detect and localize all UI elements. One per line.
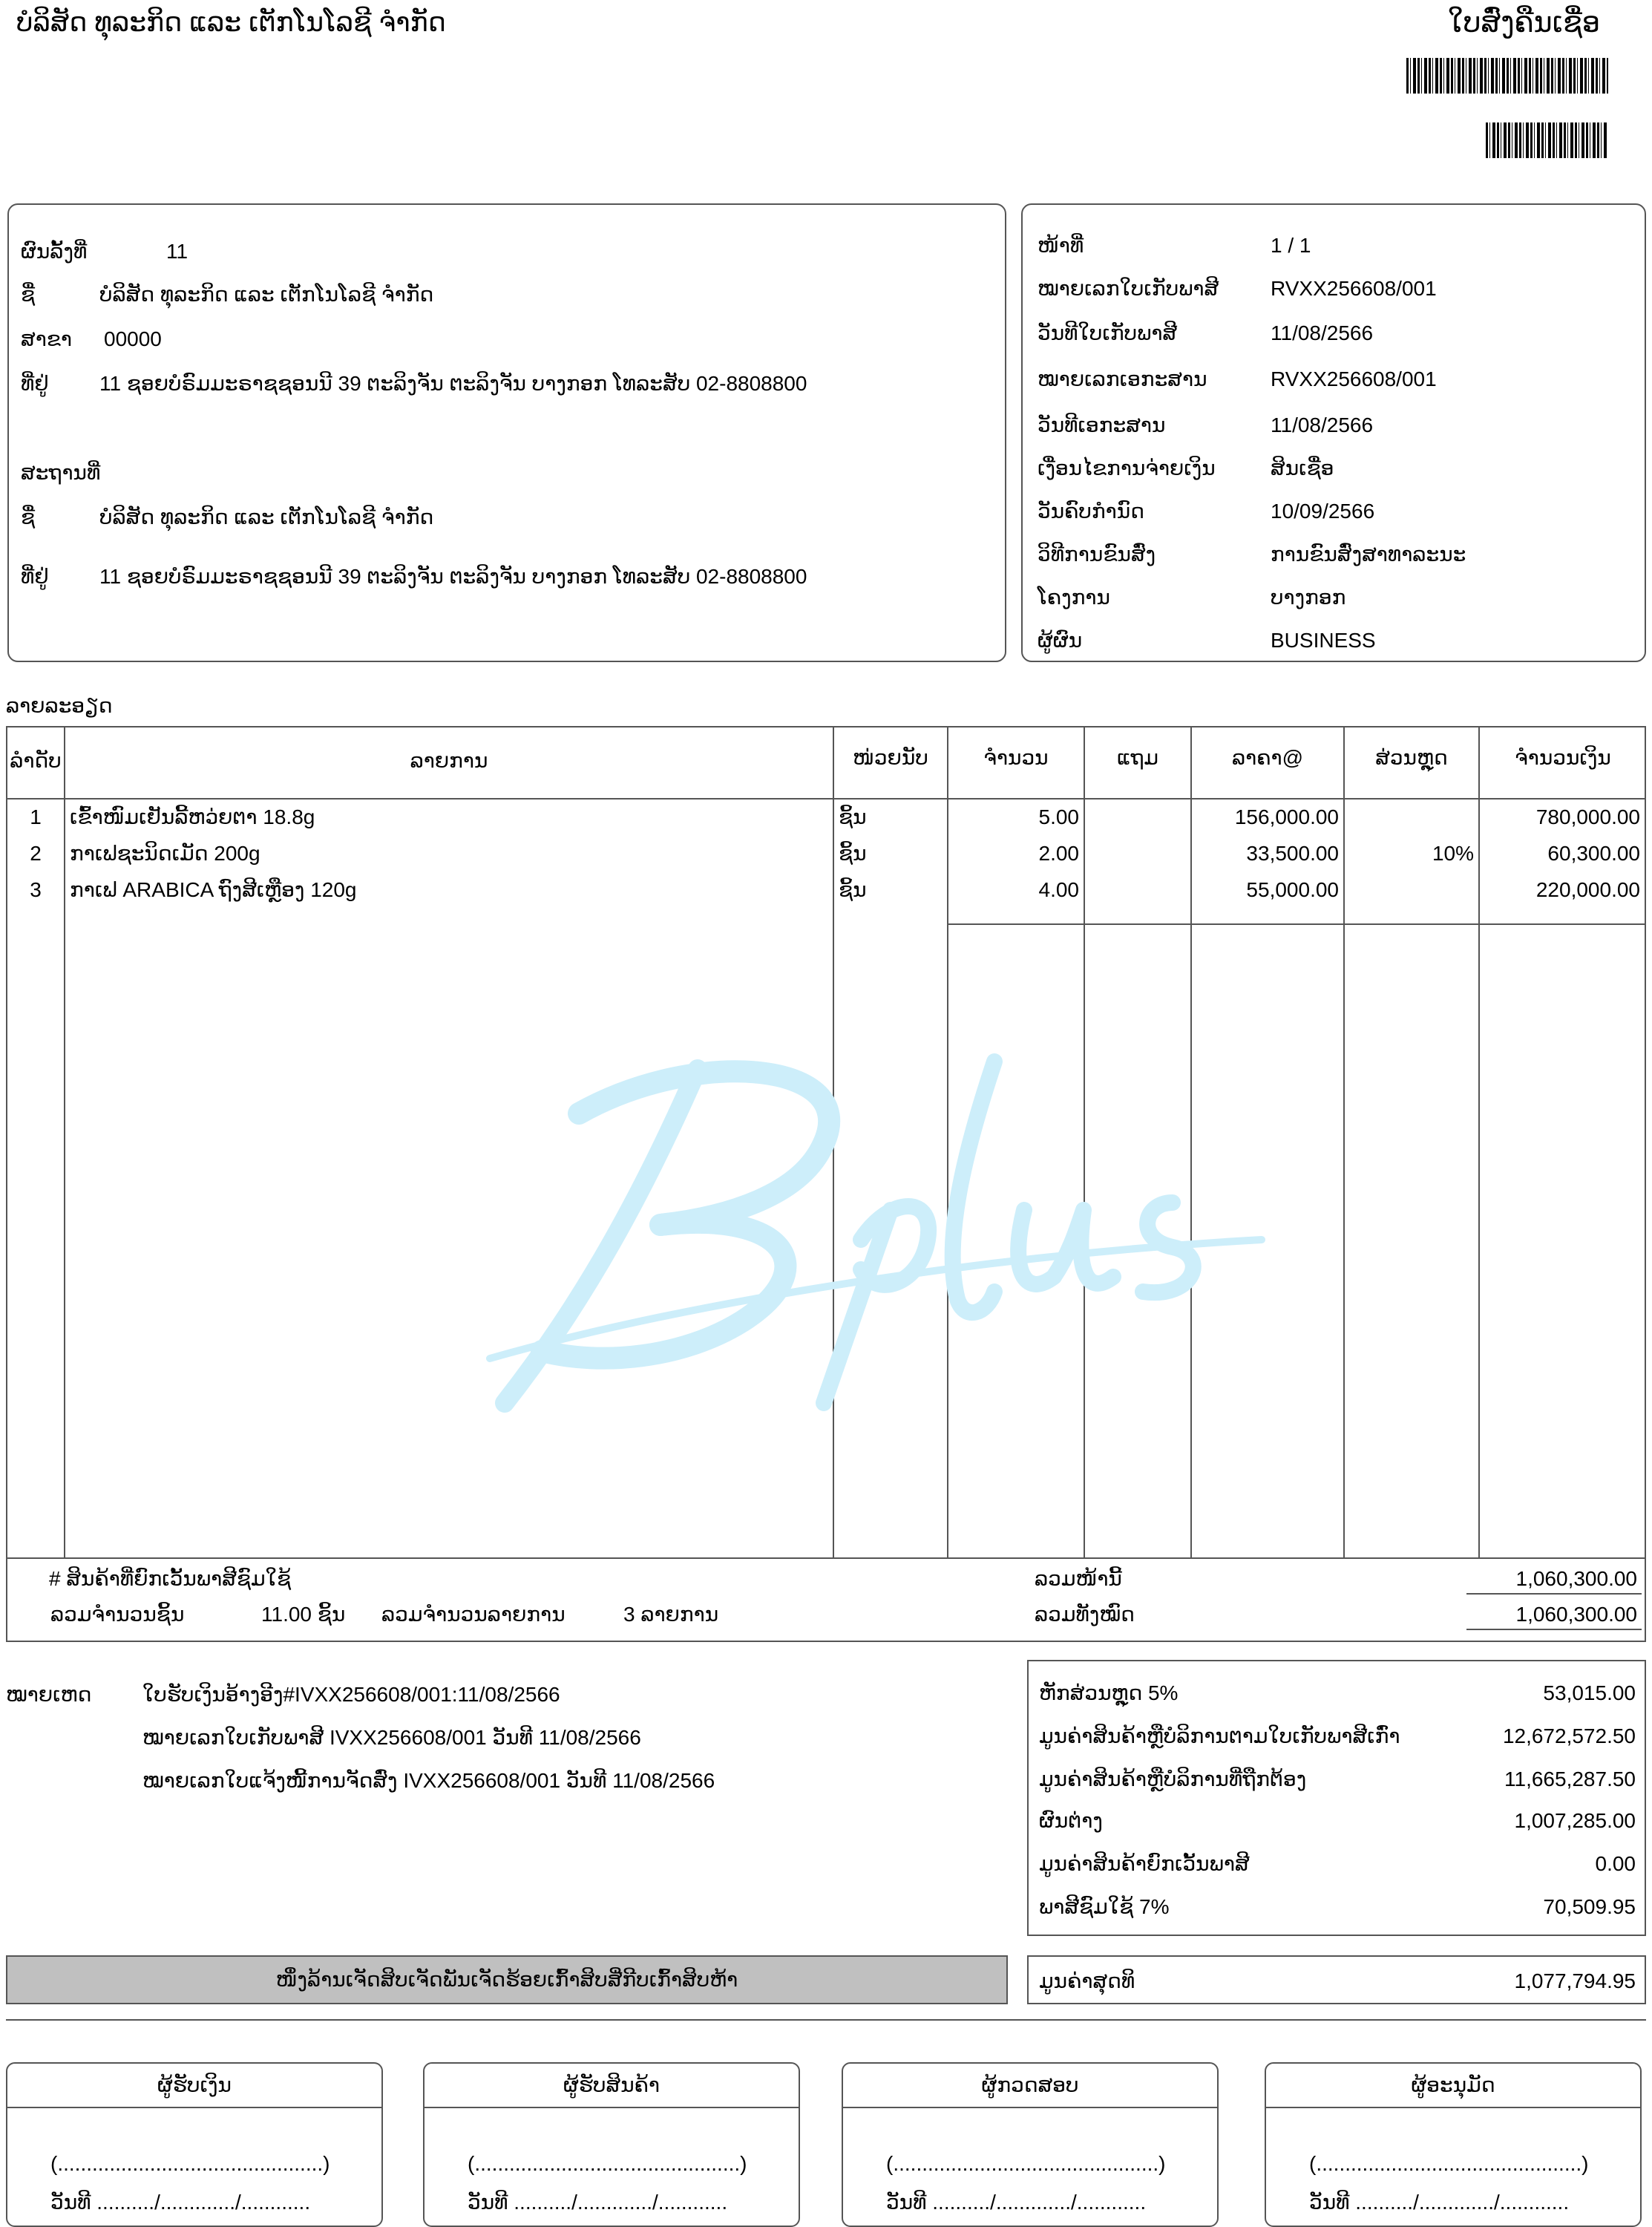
cell-amount: 780,000.00 <box>1535 805 1640 828</box>
grand-total-label: ລວມທັງໝົດ <box>1035 1603 1135 1626</box>
customer-name-value: ບໍລິສັດ ທຸລະກິດ ແລະ ເຕັກໂນໂລຊີ ຈຳກັດ <box>99 283 434 306</box>
barcode-top <box>1406 58 1608 94</box>
totals-box <box>1027 1660 1646 1936</box>
cell-unit: ຊິ້ນ <box>839 842 867 865</box>
amount-in-words-box <box>6 1955 1008 2004</box>
customer-branch-label: ສາຂາ <box>21 327 73 350</box>
column-header-qty: ຈຳນວນ <box>983 746 1049 769</box>
signature-line: (..............................................) <box>468 2152 747 2175</box>
total-qty-label: ລວມຈຳນວນຊິ້ນ <box>50 1603 185 1626</box>
doc-info-value: 1 / 1 <box>1271 234 1311 257</box>
column-header-free: ແຖມ <box>1116 746 1159 769</box>
company-name: ບໍລິສັດ ທຸລະກິດ ແລະ ເຕັກໂນໂລຊີ ຈຳກັດ <box>16 7 446 37</box>
cell-qty: 2.00 <box>1038 842 1079 865</box>
cell-item: ກາເຟຊະນິດເມັດ 200g <box>70 842 260 865</box>
cell-no: 1 <box>30 805 42 828</box>
signature-date: ວັນທີ ........../............./............ <box>50 2191 311 2214</box>
doc-info-value: ສິນເຊື່ອ <box>1271 457 1334 480</box>
customer-branch-value: 00000 <box>104 327 162 350</box>
signature-title: ຜູ້ຮັບເງິນ <box>7 2064 381 2108</box>
net-total-value: 1,077,794.95 <box>1514 1969 1636 1992</box>
cell-no: 3 <box>30 878 42 901</box>
table-header-divider <box>6 798 1646 799</box>
details-label: ລາຍລະອຽດ <box>6 694 113 717</box>
totals-value: 70,509.95 <box>1543 1895 1636 1918</box>
signature-date: ວັນທີ ........../............./............ <box>886 2191 1147 2214</box>
doc-info-label: ວັນທີເອກະສານ <box>1038 413 1166 436</box>
signature-title: ຜູ້ຮັບສິນຄ້າ <box>425 2064 799 2108</box>
bplus-watermark-logo <box>475 1017 1291 1433</box>
totals-label: ມູນຄ່າສິນຄ້າຍົກເວັ້ນພາສີ <box>1039 1852 1250 1875</box>
doc-info-value: 10/09/2566 <box>1271 500 1375 523</box>
totals-value: 0.00 <box>1595 1852 1636 1875</box>
net-total-box <box>1027 1955 1646 2004</box>
totals-value: 1,007,285.00 <box>1514 1809 1636 1832</box>
barcode-bottom <box>1486 122 1608 158</box>
doc-info-label: ຜູ້ຜົນ <box>1038 629 1083 652</box>
signature-line: (..............................................) <box>1309 2152 1589 2175</box>
doc-info-label: ໂຄງການ <box>1038 586 1110 609</box>
signature-line: (..............................................) <box>886 2152 1166 2175</box>
remark-line: ໝາຍເລກໃບແຈ້ງໜີ້ການຈັດສົ່ງ IVXX256608/001 ວັນທີ 11/08/2566 <box>142 1769 715 1792</box>
amount-in-words: ໜຶ່ງລ້ານເຈັດສິບເຈັດພັນເຈັດຮ້ອຍເກົ້າສິບສີ່ກີບເກົ້າສິບຫ້າ <box>275 1968 738 1991</box>
signature-box-inspector <box>842 2062 1219 2227</box>
grand-total-underline <box>1466 1629 1642 1630</box>
net-total-label: ມູນຄ່າສຸດທິ <box>1039 1969 1135 1992</box>
doc-info-value: BUSINESS <box>1271 629 1376 652</box>
totals-label: ມູນຄ່າສິນຄ້າຫຼືບໍລິການທີ່ຖືກຕ້ອງ <box>1039 1767 1307 1791</box>
column-divider <box>64 726 65 1559</box>
doc-info-label: ວັນຄົບກຳນົດ <box>1038 500 1144 523</box>
totals-label: ຜົນຕ່າງ <box>1039 1809 1103 1832</box>
column-header-no: ລຳດັບ <box>10 749 62 772</box>
ship-to-label: ສະຖານທີ່ <box>21 461 101 484</box>
remark-line: ໃບຮັບເງິນອ້າງອີງ#IVXX256608/001:11/08/2566 <box>142 1683 560 1706</box>
footer-divider <box>6 2019 1646 2021</box>
doc-info-label: ເງື່ອນໄຂການຈ່າຍເງິນ <box>1038 457 1216 480</box>
signature-title: ຜູ້ກວດສອບ <box>843 2064 1217 2108</box>
column-header-discount: ສ່ວນຫຼຸດ <box>1375 746 1448 769</box>
signature-box-receiver-goods <box>423 2062 800 2227</box>
signature-line: (..............................................) <box>50 2152 330 2175</box>
ship-address-label: ທີ່ຢູ່ <box>21 565 49 588</box>
customer-address-value: 11 ຊອຍບໍຣົມມະຣາຊຊອນນີ 39 ຕະລິງຈັນ ຕະລິງຈັນ ບາງກອກ ໂທລະສັບ 02-8808800 <box>99 372 807 395</box>
customer-box <box>7 203 1006 662</box>
doc-info-label: ໝາຍເລກໃບເກັບພາສີ <box>1038 277 1219 300</box>
grand-total-value: 1,060,300.00 <box>1515 1603 1637 1626</box>
cell-item: ເຂົ້າໜົມເຢັນລີ້ຫວ່ຍຕາ 18.8g <box>70 805 315 828</box>
doc-info-value: 11/08/2566 <box>1271 413 1374 436</box>
totals-label: ຫັກສ່ວນຫຼຸດ 5% <box>1039 1681 1179 1704</box>
column-header-unit: ໜ່ວຍນັບ <box>853 746 928 769</box>
table-row-divider <box>947 923 1646 925</box>
cell-qty: 4.00 <box>1038 878 1079 901</box>
signature-date: ວັນທີ ........../............./............ <box>468 2191 728 2214</box>
cell-price: 156,000.00 <box>1234 805 1339 828</box>
totals-value: 12,672,572.50 <box>1502 1724 1636 1747</box>
cell-unit: ຊິ້ນ <box>839 805 867 828</box>
doc-info-label: ວັນທີໃບເກັບພາສີ <box>1038 321 1178 344</box>
ship-name-label: ຊື່ <box>21 506 36 529</box>
customer-address-label: ທີ່ຢູ່ <box>21 372 49 395</box>
total-qty-value: 11.00 ຊິ້ນ <box>261 1603 346 1626</box>
document-info-box <box>1021 203 1646 662</box>
doc-info-label: ວິທີການຂົນສົ່ງ <box>1038 543 1156 566</box>
customer-code-value: 11 <box>166 240 189 263</box>
column-header-amount: ຈຳນວນເງິນ <box>1515 746 1611 769</box>
cell-amount: 220,000.00 <box>1535 878 1640 901</box>
remarks-label: ໝາຍເຫດ <box>6 1683 92 1706</box>
remark-line: ໝາຍເລກໃບເກັບພາສີ IVXX256608/001 ວັນທີ 11/08/2566 <box>142 1726 641 1749</box>
cell-price: 55,000.00 <box>1246 878 1339 901</box>
total-items-value: 3 ລາຍການ <box>623 1603 719 1626</box>
doc-info-label: ໜ້າທີ່ <box>1038 234 1084 257</box>
totals-label: ມູນຄ່າສິນຄ້າຫຼືບໍລິການຕາມໃບເກັບພາສີເກົ່າ <box>1039 1724 1400 1747</box>
totals-label: ພາສີຊົມໃຊ້ 7% <box>1039 1895 1170 1918</box>
customer-code-label: ຜົນລັ້ງທີ່ <box>21 240 88 263</box>
summary-box <box>6 1557 1646 1642</box>
cell-amount: 60,300.00 <box>1547 842 1640 865</box>
cell-unit: ຊິ້ນ <box>839 878 867 901</box>
page-total-value: 1,060,300.00 <box>1515 1567 1637 1590</box>
signature-title: ຜູ້ອະນຸມັດ <box>1266 2064 1640 2108</box>
doc-info-value: 11/08/2566 <box>1271 321 1374 344</box>
column-header-item: ລາຍການ <box>410 749 488 772</box>
cell-qty: 5.00 <box>1038 805 1079 828</box>
cell-price: 33,500.00 <box>1246 842 1339 865</box>
cell-item: ກາເຟ ARABICA ຖົງສີເຫຼືອງ 120g <box>70 878 357 901</box>
cell-no: 2 <box>30 842 42 865</box>
total-items-label: ລວມຈຳນວນລາຍການ <box>381 1603 566 1626</box>
cell-discount: 10% <box>1432 842 1474 865</box>
doc-info-value: RVXX256608/001 <box>1271 277 1437 300</box>
doc-info-value: ການຂົນສົ່ງສາທາລະນະ <box>1271 543 1466 566</box>
signature-box-receiver-money <box>6 2062 383 2227</box>
ship-address-value: 11 ຊອຍບໍຣົມມະຣາຊຊອນນີ 39 ຕະລິງຈັນ ຕະລິງຈັນ ບາງກອກ ໂທລະສັບ 02-8808800 <box>99 565 807 588</box>
page-total-label: ລວມໜ້ານີ້ <box>1035 1567 1122 1590</box>
doc-info-value: ບາງກອກ <box>1271 586 1346 609</box>
column-header-price: ລາຄາ@ <box>1231 746 1304 769</box>
signature-date: ວັນທີ ........../............./............ <box>1309 2191 1570 2214</box>
doc-info-label: ໝາຍເລກເອກະສານ <box>1038 367 1207 390</box>
exempt-note: # ສິນຄ້າທີ່ຍົກເວັ້ນພາສີຊົມໃຊ້ <box>49 1567 292 1590</box>
ship-name-value: ບໍລິສັດ ທຸລະກິດ ແລະ ເຕັກໂນໂລຊີ ຈຳກັດ <box>99 506 434 529</box>
customer-name-label: ຊື່ <box>21 283 36 306</box>
totals-value: 11,665,287.50 <box>1504 1767 1636 1791</box>
doc-info-value: RVXX256608/001 <box>1271 367 1437 390</box>
totals-value: 53,015.00 <box>1543 1681 1636 1704</box>
document-title: ໃບສົ່ງຄືນເຊື່ອ <box>1447 7 1600 39</box>
page-total-underline <box>1466 1593 1642 1595</box>
signature-box-approver <box>1265 2062 1642 2227</box>
